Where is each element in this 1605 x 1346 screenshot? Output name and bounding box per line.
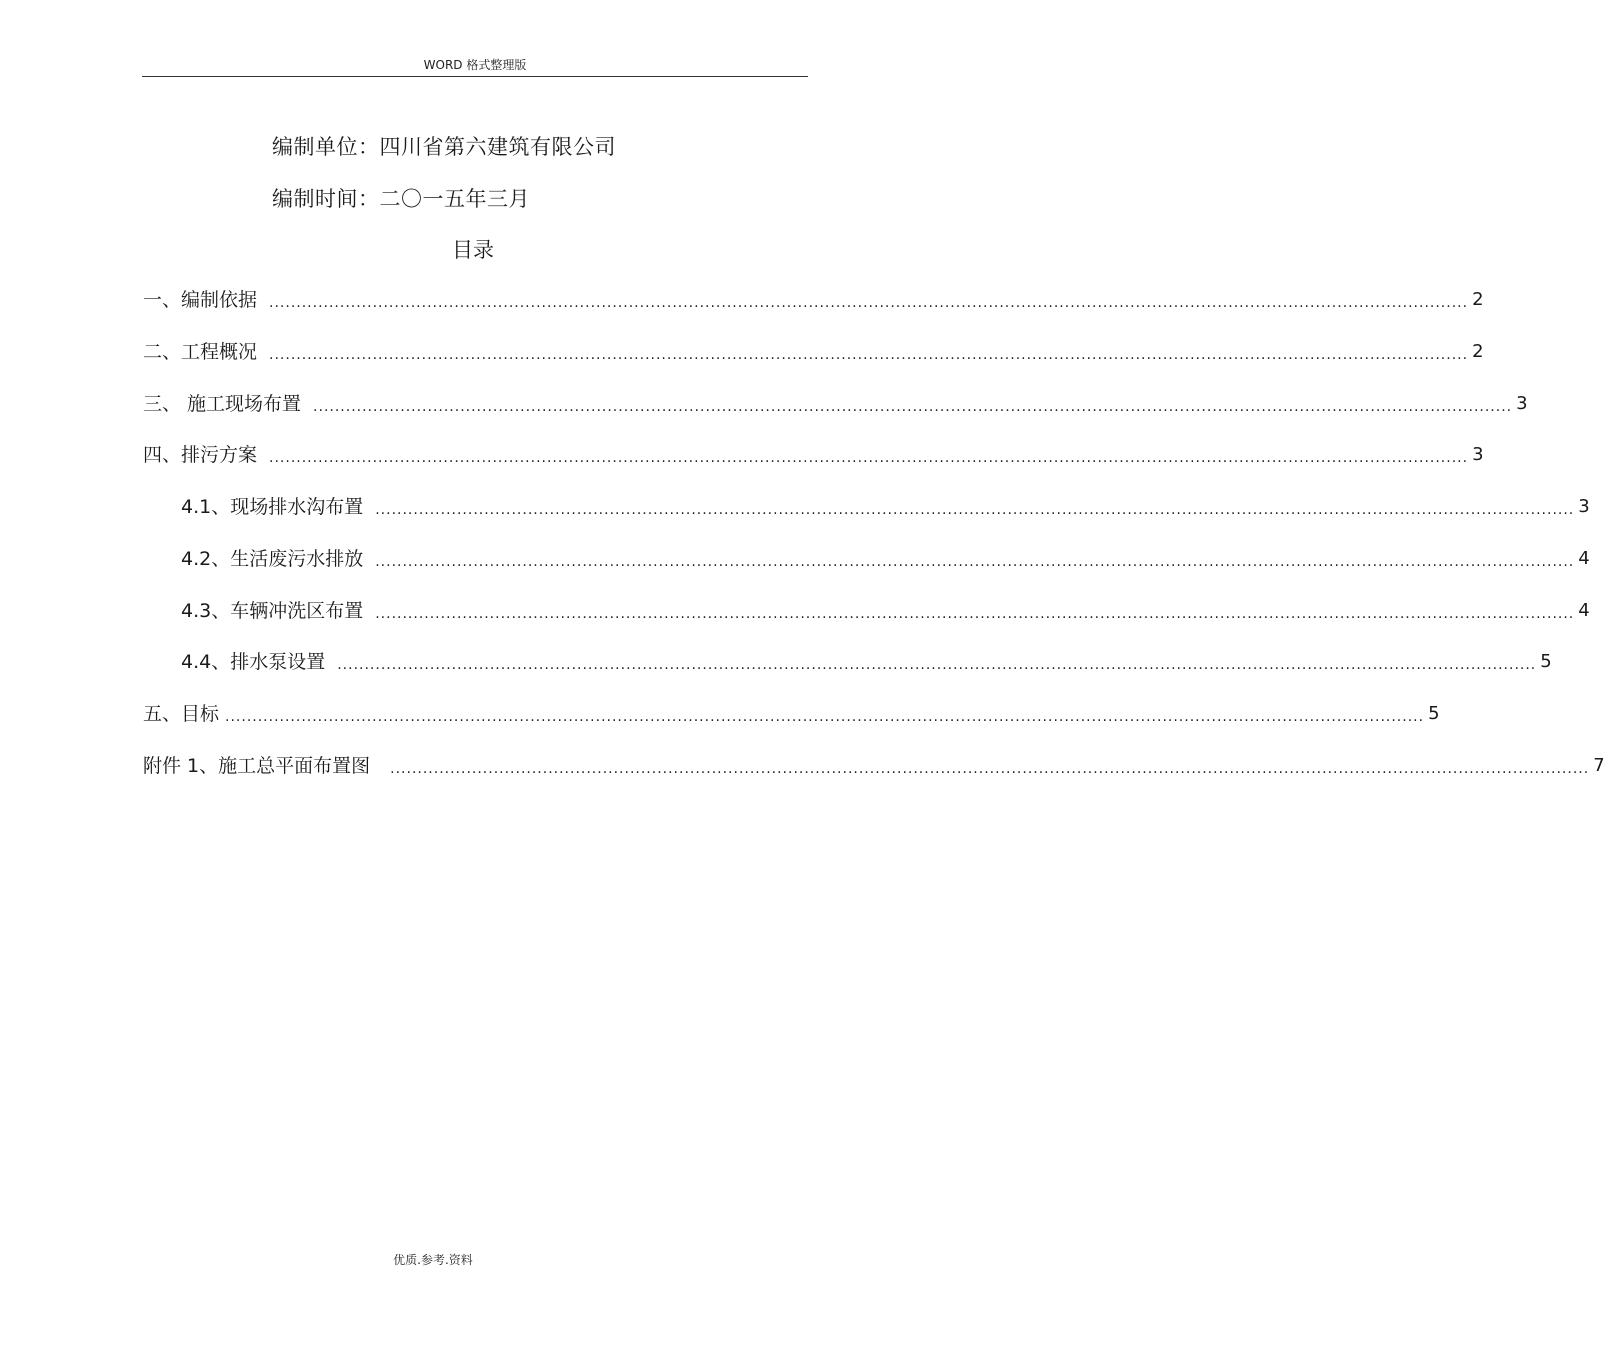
toc-entry[interactable] <box>143 287 1484 313</box>
toc-entry-page: 4 <box>1578 600 1590 621</box>
header-divider <box>142 76 808 77</box>
page-header: WORD 格式整理版 <box>423 58 527 72</box>
toc-leader-dots: ............................................................................................................................................................................................................................ <box>390 761 1590 777</box>
toc-leader-dots: ............................................................................................................................................................................................................................ <box>337 657 1537 673</box>
toc-entry[interactable] <box>143 442 1484 468</box>
toc-entry[interactable] <box>143 753 1605 779</box>
toc-leader-dots: ............................................................................................................................................................................................................................ <box>269 295 1469 311</box>
toc-entry-page: 4 <box>1578 548 1590 569</box>
toc-entry[interactable] <box>143 339 1484 365</box>
toc-entry-label: 4.2、生活废污水排放 <box>181 548 364 570</box>
toc-leader-dots: ............................................................................................................................................................................................................................ <box>313 399 1513 415</box>
compile-unit: 编制单位：四川省第六建筑有限公司 <box>272 135 616 159</box>
toc-entry[interactable] <box>181 494 1590 520</box>
toc-entry-page: 3 <box>1472 444 1484 465</box>
toc-entry[interactable] <box>143 701 1440 727</box>
toc-leader-dots: ............................................................................................................................................................................................................................ <box>269 347 1469 363</box>
toc-entry[interactable] <box>181 546 1590 572</box>
toc-entry-page: 7 <box>1593 755 1605 776</box>
toc-entry-label: 二、工程概况 <box>143 341 258 363</box>
toc-leader-dots: ............................................................................................................................................................................................................................ <box>375 554 1575 570</box>
toc-entry-label: 4.1、现场排水沟布置 <box>181 496 364 518</box>
toc-entry-label: 三、 施工现场布置 <box>143 393 302 415</box>
toc-leader-dots: ............................................................................................................................................................................................................................ <box>269 450 1469 466</box>
toc-entry-label: 五、目标 <box>143 703 220 725</box>
toc-entry-page: 3 <box>1516 393 1528 414</box>
compile-time: 编制时间：二〇一五年三月 <box>272 187 530 211</box>
toc-entry-label: 附件 1、施工总平面布置图 <box>143 755 371 777</box>
toc-entry-page: 2 <box>1472 341 1484 362</box>
toc-entry-label: 4.3、车辆冲洗区布置 <box>181 600 364 622</box>
toc-entry-page: 3 <box>1578 496 1590 517</box>
toc-entry-label: 一、编制依据 <box>143 289 258 311</box>
toc-leader-dots: ............................................................................................................................................................................................................................ <box>225 709 1425 725</box>
toc-entry[interactable] <box>181 649 1552 675</box>
toc-entry[interactable] <box>181 598 1590 624</box>
toc-leader-dots: ............................................................................................................................................................................................................................ <box>375 606 1575 622</box>
toc-entry-label: 四、排污方案 <box>143 444 258 466</box>
toc-entry-label: 4.4、排水泵设置 <box>181 651 326 673</box>
toc-entry-page: 2 <box>1472 289 1484 310</box>
page-footer: 优质.参考.资料 <box>393 1253 473 1267</box>
toc-leader-dots: ............................................................................................................................................................................................................................ <box>375 502 1575 518</box>
toc-entry-page: 5 <box>1428 703 1440 724</box>
toc-entry[interactable] <box>143 391 1528 417</box>
toc-title: 目录 <box>452 238 494 262</box>
toc-entry-page: 5 <box>1540 651 1552 672</box>
